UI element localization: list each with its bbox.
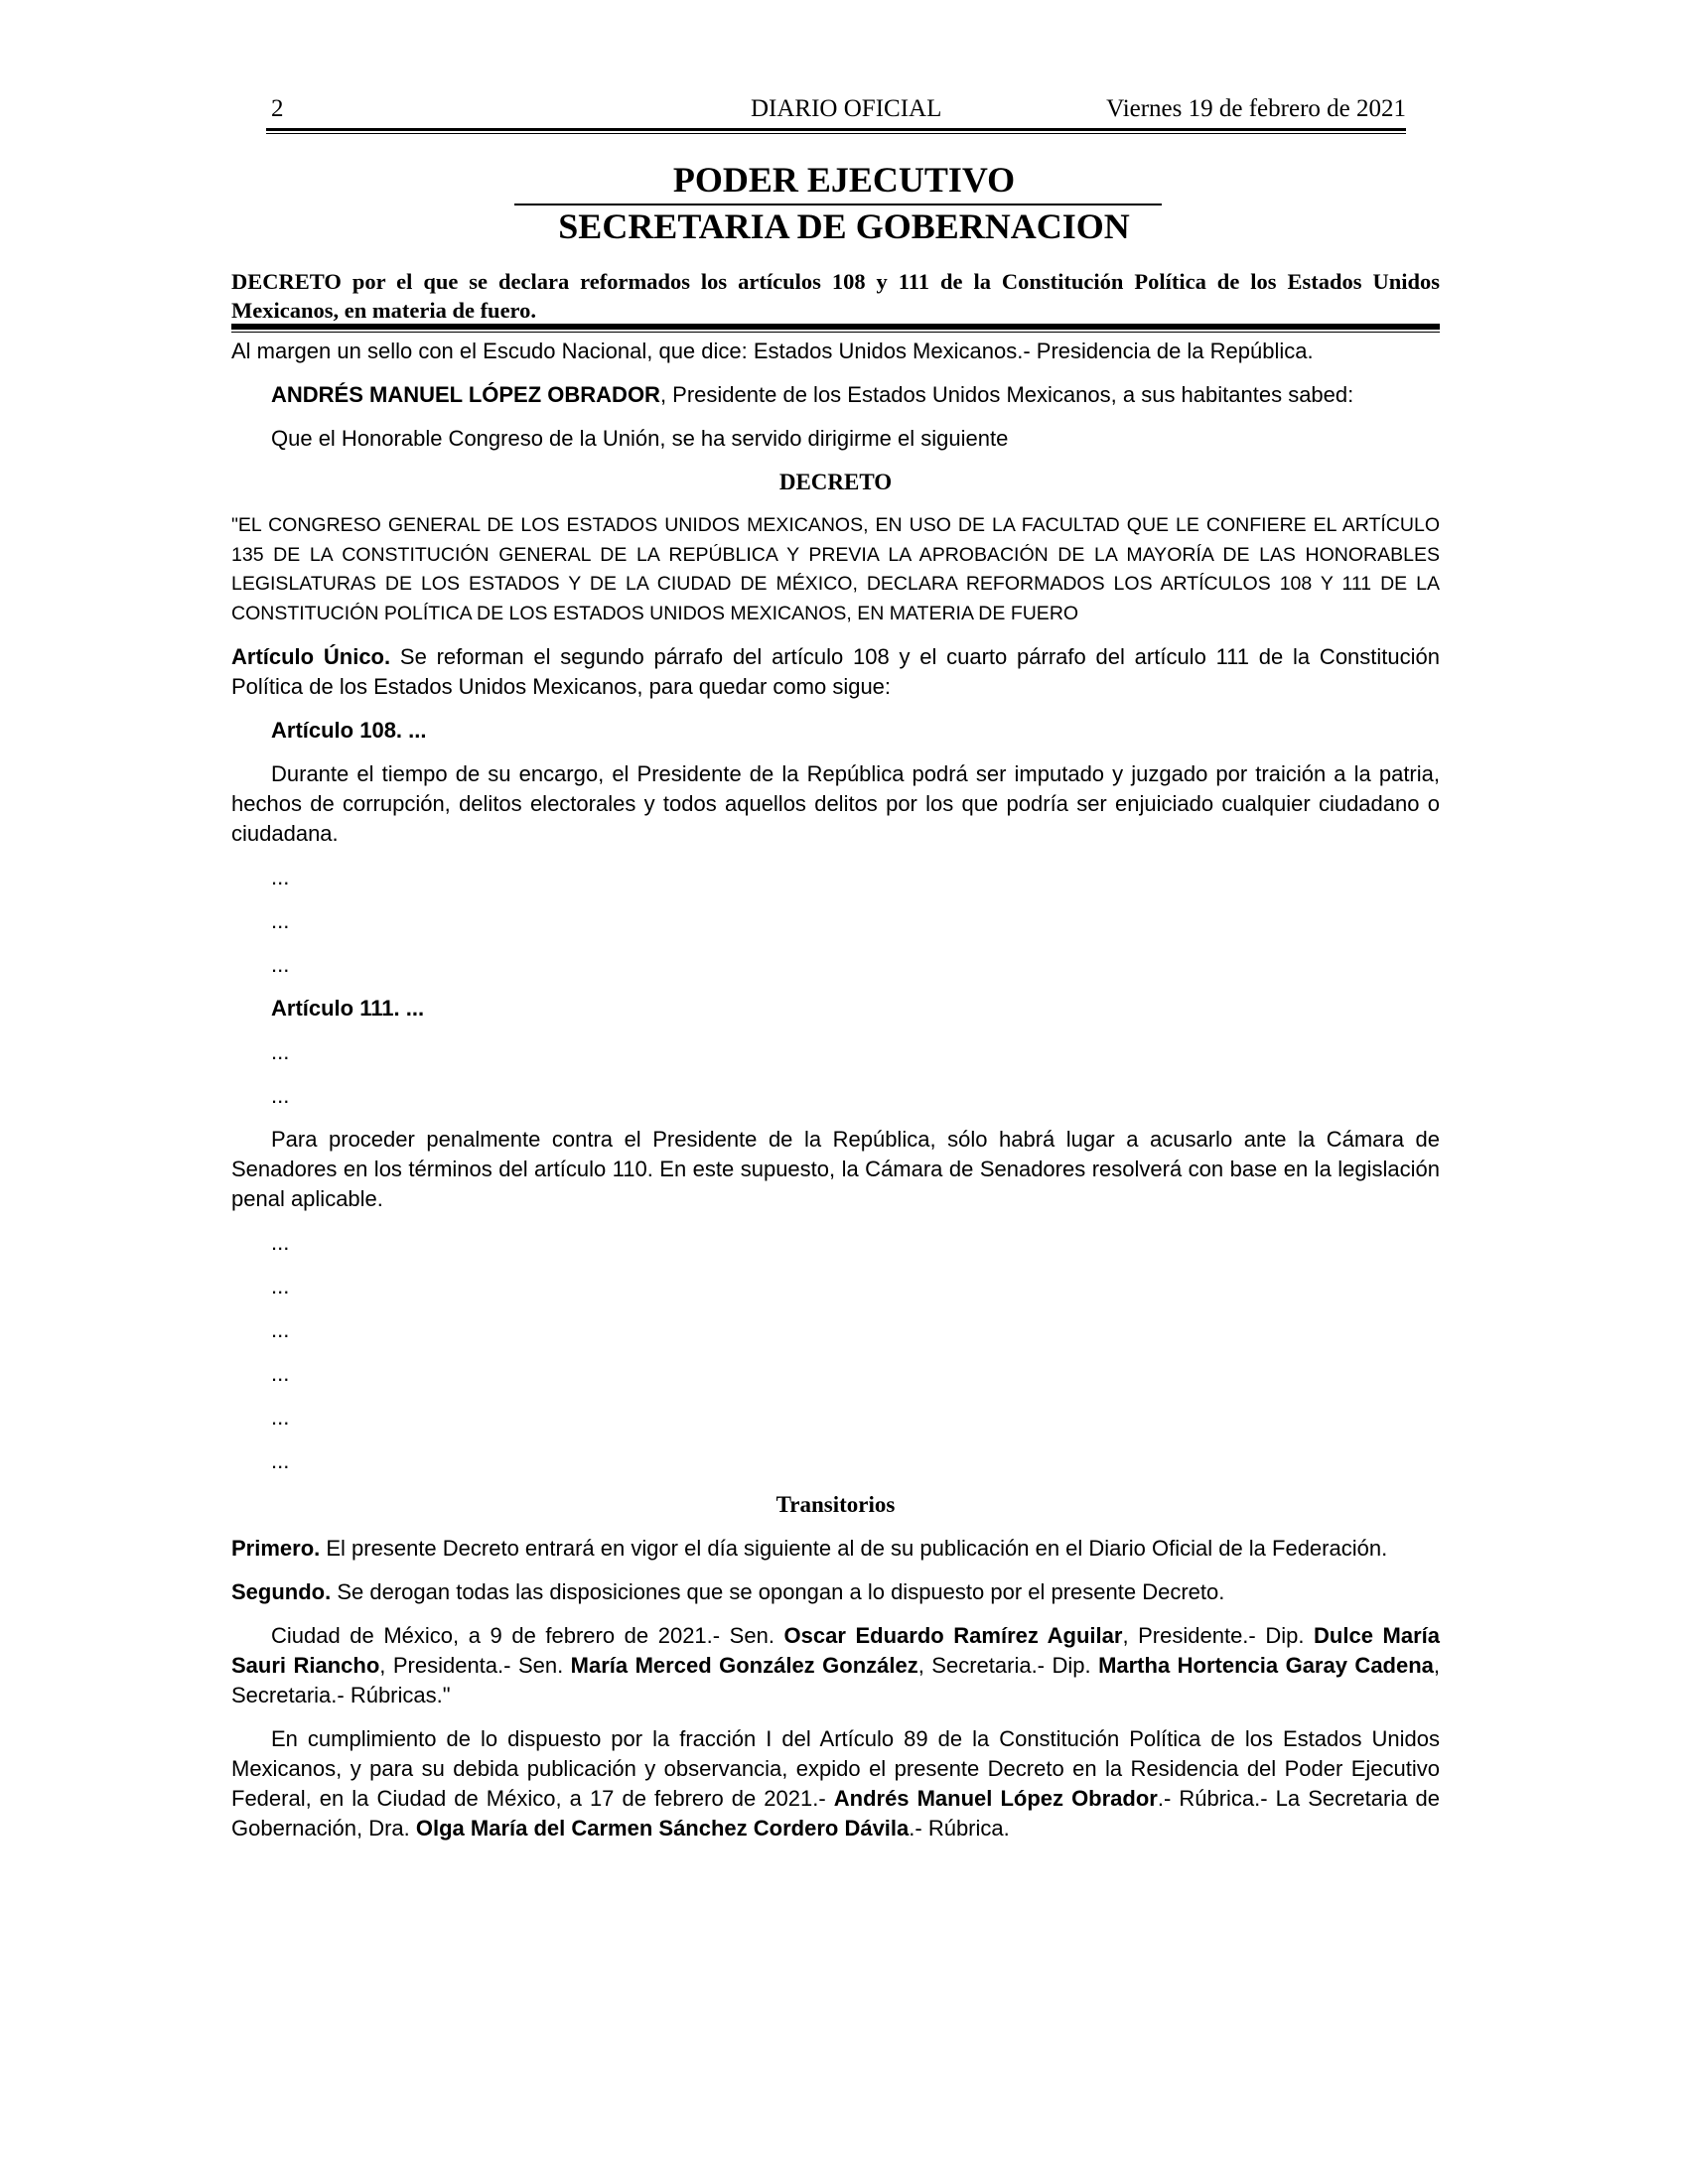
ellipsis: ... xyxy=(271,1361,290,1387)
branch-title: PODER EJECUTIVO xyxy=(672,160,1016,200)
decreto-heading: DECRETO xyxy=(778,470,893,494)
text: , Secretaria.- Dip. xyxy=(917,1653,1099,1679)
articulo-unico xyxy=(231,642,1440,702)
article-108-text: Durante el tiempo de su encargo, el Presidente de la República podrá ser imputado y juzgado por traición a la patria, hechos de corrupción, delitos electorales y todos aquellos delitos por los que podría ser enjuiciado cualquier ciudadano o ciudadana. xyxy=(231,761,1440,847)
transitorio-primero xyxy=(231,1534,1440,1564)
label: Artículo 108. ... xyxy=(271,718,427,744)
page-number: 2 xyxy=(271,95,284,122)
ellipsis: ... xyxy=(271,1405,290,1431)
text: Se derogan todas las disposiciones que se opongan a lo dispuesto por el presente Decreto. xyxy=(331,1579,1225,1605)
seal-paragraph: Al margen un sello con el Escudo Nacional, que dice: Estados Unidos Mexicanos.- Presidencia de la República. xyxy=(231,339,1314,363)
document-body xyxy=(231,337,1440,1857)
text: , Secretaria.- Rúbricas." xyxy=(231,1653,1441,1708)
ellipsis: ... xyxy=(271,1039,290,1065)
text: Se reforman el segundo párrafo del artículo 108 y el cuarto párrafo del artículo 111 de la Constitución Política de los Estados Unidos Mexicanos, para quedar como sigue: xyxy=(231,644,1440,700)
signatory: Martha Hortencia Garay Cadena xyxy=(1098,1653,1434,1679)
ellipsis: ... xyxy=(271,1317,290,1343)
summary-rule xyxy=(231,324,1440,333)
transitorio-segundo xyxy=(231,1577,1440,1607)
text: .- Rúbrica. xyxy=(909,1816,1010,1842)
signatory: Andrés Manuel López Obrador xyxy=(833,1786,1158,1812)
signatory: Olga María del Carmen Sánchez Cordero Dávila xyxy=(415,1816,910,1842)
president-name: ANDRÉS MANUEL LÓPEZ OBRADOR xyxy=(271,382,660,407)
congress-paragraph: Que el Honorable Congreso de la Unión, se ha servido dirigirme el siguiente xyxy=(271,426,1009,451)
transitorios-heading: Transitorios xyxy=(775,1492,896,1518)
running-header xyxy=(266,95,1406,125)
ellipsis: ... xyxy=(271,865,290,890)
text: .- Rúbrica.- La Secretaria de Gobernación, Dra. xyxy=(231,1786,1440,1842)
text: , Presidenta.- Sen. xyxy=(379,1653,571,1679)
text: , Presidente de los Estados Unidos Mexicanos, a sus habitantes sabed: xyxy=(659,382,1354,407)
ellipsis: ... xyxy=(271,908,290,934)
decree-summary: DECRETO por el que se declara reformados los artículos 108 y 111 de la Constitución Política de los Estados Unidos Mexicanos, en materia de fuero. xyxy=(231,269,1440,323)
ellipsis: ... xyxy=(271,1448,290,1474)
ellipsis: ... xyxy=(271,1274,290,1299)
header-rule xyxy=(266,128,1406,134)
label: Artículo Único. xyxy=(231,644,391,670)
label: Primero. xyxy=(231,1536,321,1562)
signatory: Dulce María Sauri Riancho xyxy=(231,1623,1440,1679)
article-111-heading xyxy=(231,994,1440,1024)
journal-name: DIARIO OFICIAL xyxy=(751,95,942,122)
label: Artículo 111. ... xyxy=(271,996,425,1022)
ellipsis: ... xyxy=(271,952,290,978)
article-108-heading xyxy=(231,716,1440,746)
signatures-paragraph xyxy=(231,1621,1440,1710)
text: , Presidente.- Dip. xyxy=(1122,1623,1315,1649)
ministry-title: SECRETARIA DE GOBERNACION xyxy=(558,206,1130,246)
article-111-text: Para proceder penalmente contra el Presidente de la República, sólo habrá lugar a acusarlo ante la Cámara de Senadores en los términos del artículo 110. En este supuesto, la Cámara de Senadores resolverá con base en la legislación penal aplicable. xyxy=(231,1127,1440,1212)
text: En cumplimiento de lo dispuesto por la fracción I del Artículo 89 de la Constitución Política de los Estados Unidos Mexicanos, y para su debida publicación y observancia, expido el presente Decreto en la Residencia del Poder Ejecutivo Federal, en la Ciudad de México, a 17 de febrero de 2021.- xyxy=(231,1726,1440,1812)
closing-paragraph xyxy=(231,1724,1440,1843)
signatory: Oscar Eduardo Ramírez Aguilar xyxy=(783,1623,1123,1649)
text: Ciudad de México, a 9 de febrero de 2021.- Sen. xyxy=(271,1623,784,1649)
ellipsis: ... xyxy=(271,1083,290,1109)
label: Segundo. xyxy=(231,1579,332,1605)
congress-declaration: "EL CONGRESO GENERAL DE LOS ESTADOS UNIDOS MEXICANOS, EN USO DE LA FACULTAD QUE LE CONFIERE EL ARTÍCULO 135 DE LA CONSTITUCIÓN GENERAL DE LA REPÚBLICA Y PREVIA LA APROBACIÓN DE LA MAYORÍA DE LAS HONORABLES LEGISLATURAS DE LOS ESTADOS Y DE LA CIUDAD DE MÉXICO, DECLARA REFORMADOS LOS ARTÍCULOS 108 Y 111 DE LA CONSTITUCIÓN POLÍTICA DE LOS ESTADOS UNIDOS MEXICANOS, EN MATERIA DE FUERO xyxy=(231,514,1440,624)
ellipsis: ... xyxy=(271,1230,290,1256)
text: El presente Decreto entrará en vigor el día siguiente al de su publicación en el Diario Oficial de la Federación. xyxy=(320,1536,1388,1562)
issue-date: Viernes 19 de febrero de 2021 xyxy=(1106,95,1406,122)
signatory: María Merced González González xyxy=(570,1653,918,1679)
president-paragraph xyxy=(231,380,1440,410)
